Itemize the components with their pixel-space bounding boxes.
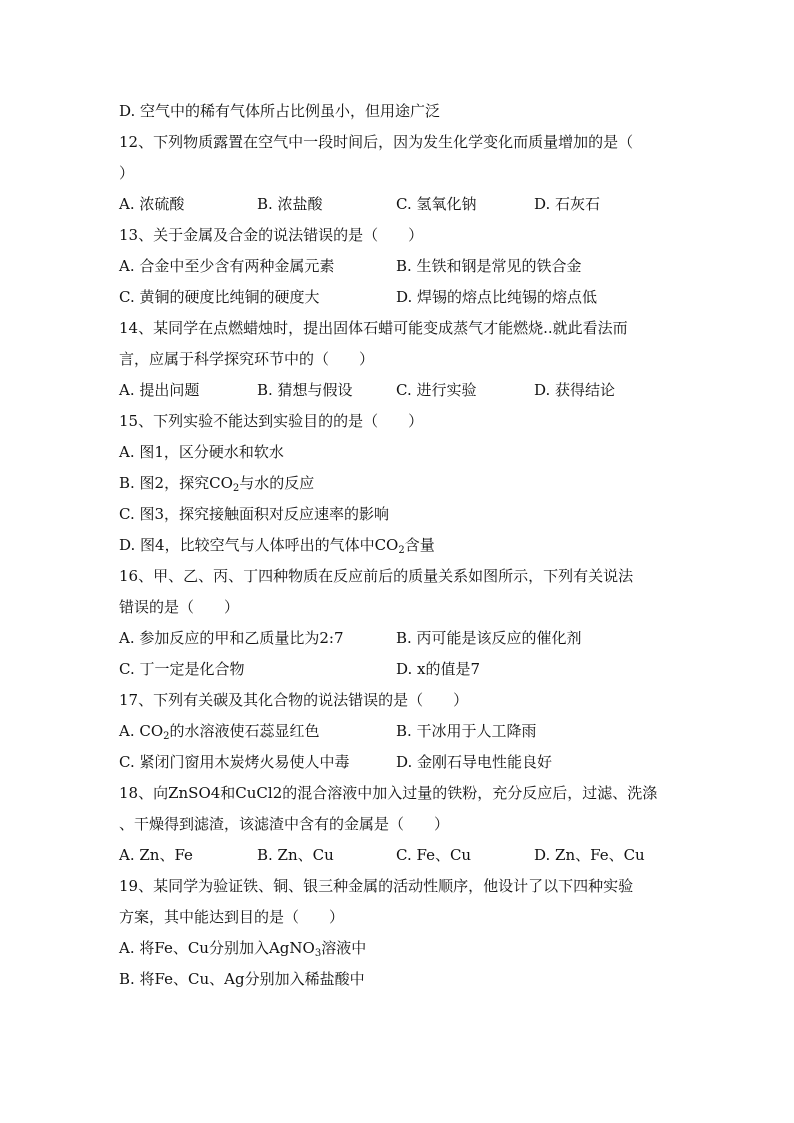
answer-option: D. x的值是7 [396,660,481,678]
text-line: 12、下列物质露置在空气中一段时间后，因为发生化学变化而质量增加的是（ [119,133,634,151]
answer-option: D. 获得结论 [534,381,616,399]
text-line: 19、某同学为验证铁、铜、银三种金属的活动性顺序，他设计了以下四种实验 [119,877,634,895]
answer-option: A. 合金中至少含有两种金属元素 [119,257,335,275]
text-line: 、干燥得到滤渣，该滤渣中含有的金属是（ ） [119,815,450,833]
text-line: B. 将Fe、Cu、Ag分别加入稀盐酸中 [119,970,365,988]
answer-option: D. 金刚石导电性能良好 [396,753,553,771]
text-line: 17、下列有关碳及其化合物的说法错误的是（ ） [119,691,469,709]
answer-option: A. 浓硫酸 [119,195,185,213]
answer-option: B. 猜想与假设 [257,381,353,399]
text-line: ） [119,164,135,182]
answer-option: A. Zn、Fe [119,846,193,864]
answer-option: A. $CO_2$的水溶液使石蕊显红色 [119,722,320,742]
answer-option: C. 丁一定是化合物 [119,660,245,678]
text-line: 16、甲、乙、丙、丁四种物质在反应前后的质量关系如图所示，下列有关说法 [119,567,634,585]
text-line: A. 将Fe、Cu分别加入AgNO$_3$溶液中 [119,939,367,959]
text-line: 13、关于金属及合金的说法错误的是（ ） [119,226,424,244]
answer-option: B. 丙可能是该反应的催化剂 [396,629,582,647]
text-line: 言，应属于科学探究环节中的（ ） [119,350,375,368]
text-line: C. 图3，探究接触面积对反应速率的影响 [119,505,390,523]
answer-option: C. Fe、Cu [396,846,472,864]
answer-option: C. 进行实验 [396,381,477,399]
answer-option: D. 焊锡的熔点比纯锡的熔点低 [396,288,598,306]
text-line: 15、下列实验不能达到实验目的的是（ ） [119,412,424,430]
text-line: 18、向ZnSO4和CuCl2的混合溶液中加入过量的铁粉，充分反应后，过滤、洗涤 [119,784,658,802]
answer-option: C. 紧闭门窗用木炭烤火易使人中毒 [119,753,350,771]
answer-option: C. 氢氧化钠 [396,195,477,213]
answer-option: D. 石灰石 [534,195,601,213]
text-line: B. 图2，探究$CO_2$与水的反应 [119,474,315,494]
text-line: D. 空气中的稀有气体所占比例虽小，但用途广泛 [119,102,441,120]
text-line: 方案，其中能达到目的是（ ） [119,908,345,926]
answer-option: A. 参加反应的甲和乙质量比为2:7 [119,629,344,647]
answer-option: B. 生铁和钢是常见的铁合金 [396,257,582,275]
answer-option: B. Zn、Cu [257,846,334,864]
text-line: A. 图1，区分硬水和软水 [119,443,284,461]
answer-option: B. 浓盐酸 [257,195,323,213]
text-line: 14、某同学在点燃蜡烛时，提出固体石蜡可能变成蒸气才能燃烧..就此看法而 [119,319,628,337]
answer-option: C. 黄铜的硬度比纯铜的硬度大 [119,288,320,306]
answer-option: D. Zn、Fe、Cu [534,846,645,864]
answer-option: B. 干冰用于人工降雨 [396,722,537,740]
answer-option: A. 提出问题 [119,381,200,399]
text-line: 错误的是（ ） [119,598,240,616]
text-line: D. 图4，比较空气与人体呼出的气体中$CO_2$含量 [119,536,435,556]
